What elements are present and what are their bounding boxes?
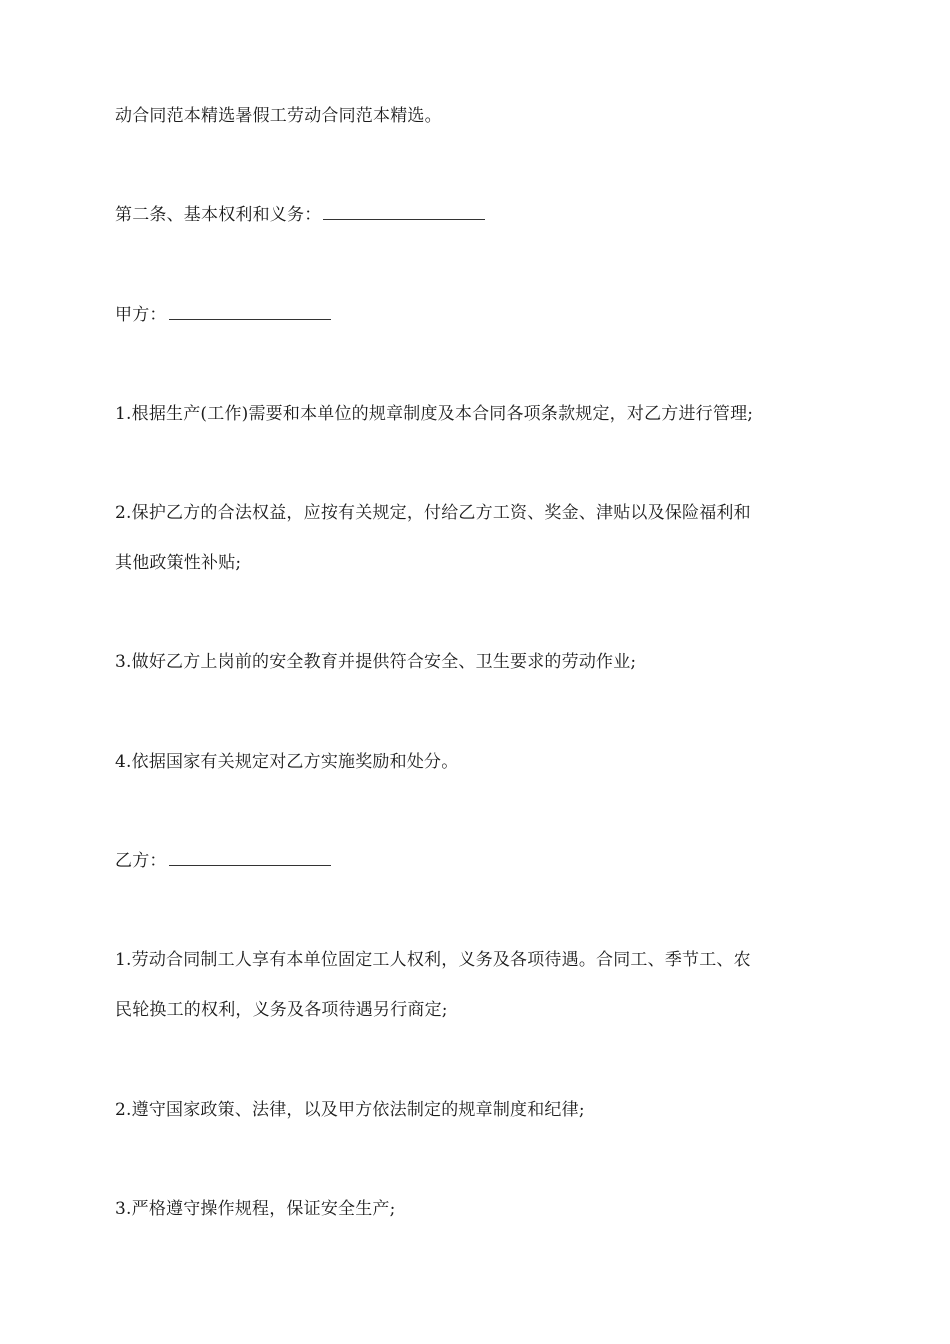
party-b-label: 乙方： [115,851,167,871]
party-b-item-2: 2.遵守国家政策、法律，以及甲方依法制定的规章制度和纪律; [115,1100,585,1120]
party-a-heading [115,305,845,325]
party-b-item-3: 3.严格遵守操作规程，保证安全生产; [115,1199,396,1219]
party-a-item-2: 2.保护乙方的合法权益，应按有关规定，付给乙方工资、奖金、津贴以及保险福利和 [115,503,751,523]
party-a-blank-field[interactable] [169,305,331,320]
party-a-item-2-cont: 其他政策性补贴; [115,553,242,573]
party-b-blank-field[interactable] [169,851,331,866]
article-2-blank-field[interactable] [323,205,485,220]
party-a-label: 甲方： [115,305,167,325]
article-2-heading [115,205,845,225]
party-b-item-1: 1.劳动合同制工人享有本单位固定工人权利，义务及各项待遇。合同工、季节工、农 [115,950,751,970]
party-a-item-4: 4.依据国家有关规定对乙方实施奖励和处分。 [115,752,459,772]
article-2-title: 第二条、基本权利和义务： [115,205,322,225]
intro-text: 动合同范本精选暑假工劳动合同范本精选。 [115,106,442,126]
party-b-item-1-cont: 民轮换工的权利，义务及各项待遇另行商定; [115,1000,448,1020]
party-a-item-3: 3.做好乙方上岗前的安全教育并提供符合安全、卫生要求的劳动作业; [115,652,637,672]
party-b-heading [115,851,845,871]
party-a-item-1: 1.根据生产(工作)需要和本单位的规章制度及本合同各项条款规定，对乙方进行管理; [115,404,754,424]
